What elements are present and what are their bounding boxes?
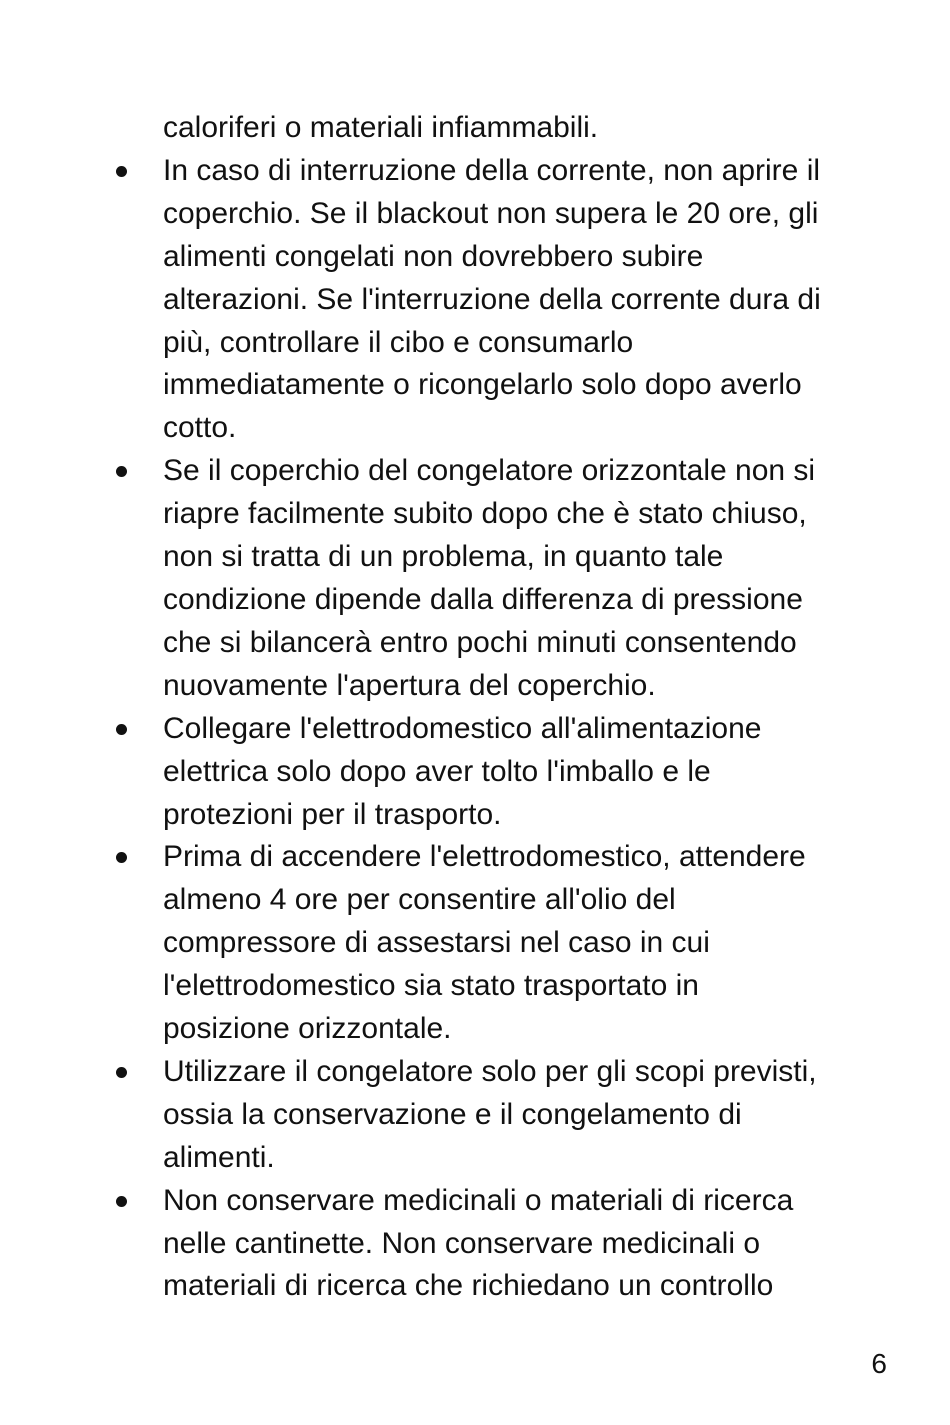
bullet-text-line: riapre facilmente subito dopo che è stato chiuso, xyxy=(163,497,807,531)
bullet-item xyxy=(110,708,900,837)
bullet-text-line: ossia la conservazione e il congelamento di xyxy=(163,1097,742,1131)
bullet-icon xyxy=(116,1196,127,1207)
bullet-text-line: nuovamente l'apertura del coperchio. xyxy=(163,668,656,702)
bullet-text-line: nelle cantinette. Non conservare medicinali o xyxy=(163,1226,760,1260)
page-number: 6 xyxy=(871,1348,887,1379)
bullet-text-line: Non conservare medicinali o materiali di ricerca xyxy=(163,1183,794,1217)
bullet-text-line: Utilizzare il congelatore solo per gli scopi previsti, xyxy=(163,1054,817,1088)
bullet-item xyxy=(110,1180,900,1309)
bullet-icon xyxy=(116,466,127,477)
bullet-item xyxy=(110,150,900,450)
bullet-item xyxy=(110,450,900,707)
bullet-text-line: immediatamente o ricongelarlo solo dopo averlo xyxy=(163,368,802,402)
bullet-text-line: non si tratta di un problema, in quanto tale xyxy=(163,540,724,574)
bullet-item xyxy=(110,836,900,1051)
bullet-text-line: condizione dipende dalla differenza di pressione xyxy=(163,582,803,616)
bullet-text-line: In caso di interruzione della corrente, non aprire il xyxy=(163,153,821,187)
bullet-text-line: alterazioni. Se l'interruzione della corrente dura di xyxy=(163,282,821,316)
bullet-text-line: Prima di accendere l'elettrodomestico, attendere xyxy=(163,840,806,874)
bullet-text-line: alimenti congelati non dovrebbero subire xyxy=(163,239,704,273)
bullet-text-line: elettrica solo dopo aver tolto l'imballo e le xyxy=(163,754,711,788)
bullet-list xyxy=(110,150,900,1308)
bullet-text-line: più, controllare il cibo e consumarlo xyxy=(163,325,634,359)
bullet-text-line: l'elettrodomestico sia stato trasportato in xyxy=(163,969,699,1003)
bullet-text-line: Se il coperchio del congelatore orizzontale non si xyxy=(163,454,816,488)
bullet-text-line: materiali di ricerca che richiedano un controllo xyxy=(163,1269,774,1303)
bullet-item xyxy=(110,1051,900,1180)
bullet-text-line: alimenti. xyxy=(163,1140,275,1174)
bullet-text-line: posizione orizzontale. xyxy=(163,1012,452,1046)
bullet-icon xyxy=(116,724,127,735)
bullet-text-line: che si bilancerà entro pochi minuti consentendo xyxy=(163,625,797,659)
bullet-text-line: compressore di assestarsi nel caso in cui xyxy=(163,926,710,960)
bullet-text-line: coperchio. Se il blackout non supera le 20 ore, gli xyxy=(163,196,819,230)
bullet-text-line: Collegare l'elettrodomestico all'alimentazione xyxy=(163,711,762,745)
bullet-icon xyxy=(116,1067,127,1078)
continuation-line: caloriferi o materiali infiammabili. xyxy=(163,111,599,144)
bullet-text-line: almeno 4 ore per consentire all'olio del xyxy=(163,883,676,917)
bullet-icon xyxy=(116,166,127,177)
bullet-text-line: cotto. xyxy=(163,411,237,445)
page-content xyxy=(110,107,900,1308)
bullet-icon xyxy=(116,852,127,863)
bullet-text-line: protezioni per il trasporto. xyxy=(163,797,502,831)
